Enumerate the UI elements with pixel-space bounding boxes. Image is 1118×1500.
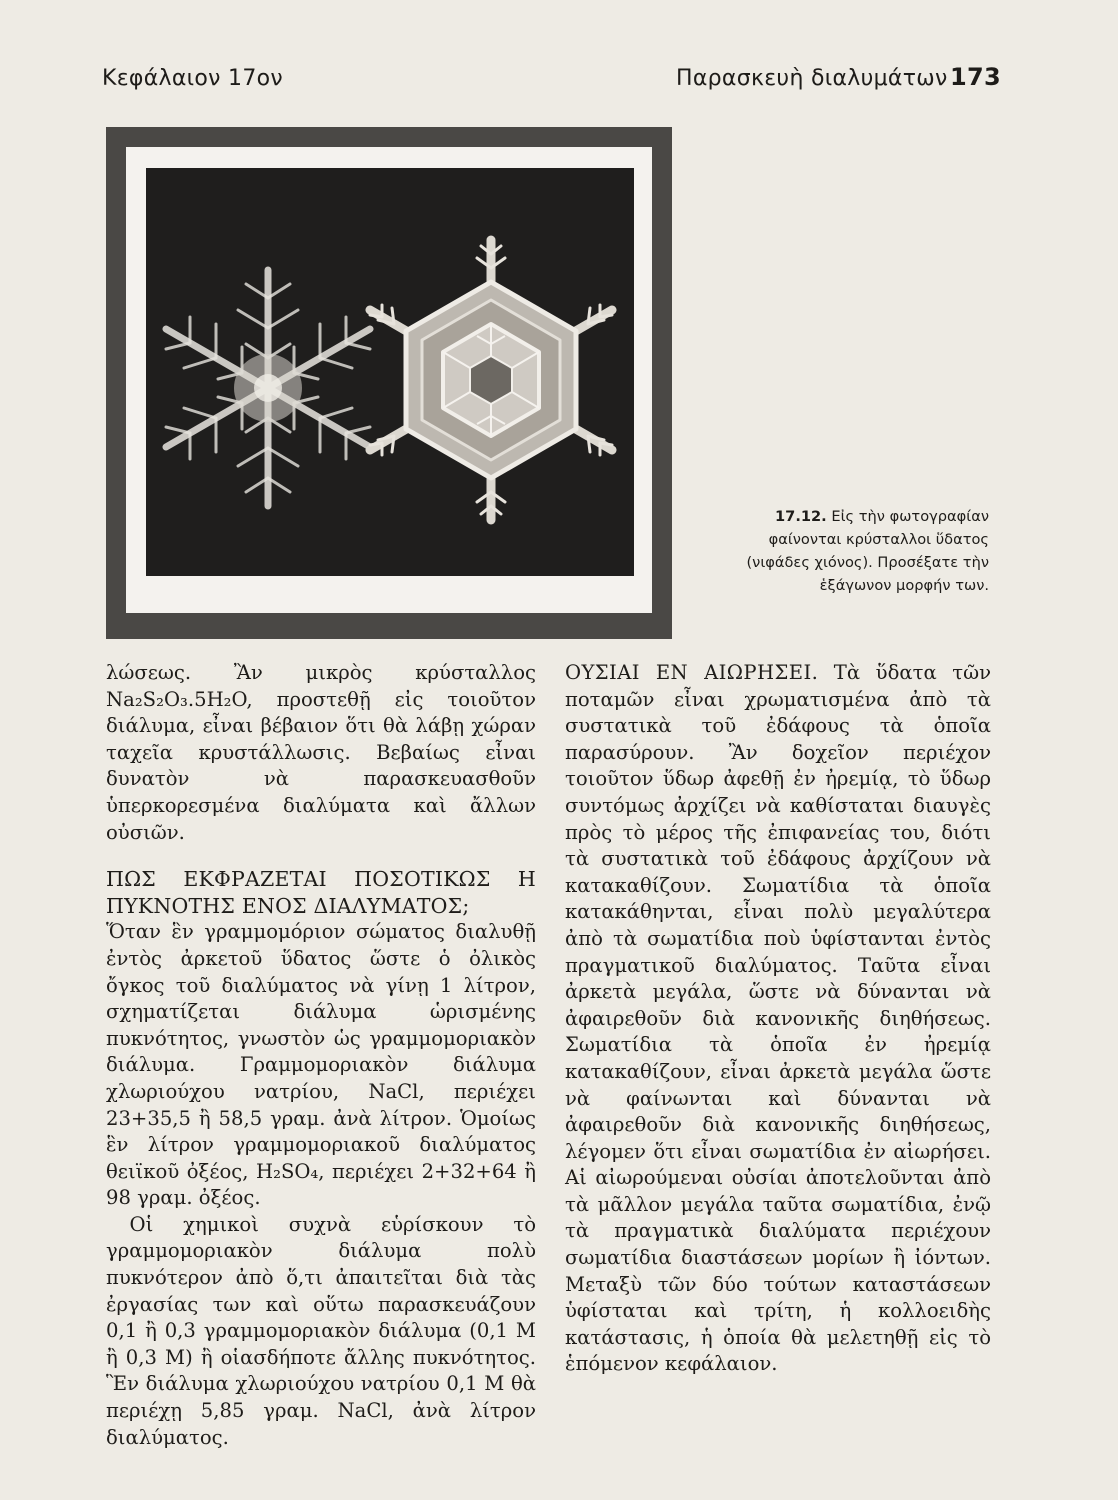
snowflake-photo bbox=[146, 168, 634, 576]
figure-label: 17.12. bbox=[775, 508, 827, 525]
left-paragraph-2: Ὅταν ἓν γραμμομόριον σώματος διαλυθῇ ἐντὸς ἀρκετοῦ ὕδατος ὥστε ὁ ὀλικὸς ὄγκος τοῦ διαλύματος νὰ γίνῃ 1 λίτρον, σχηματίζεται διάλυμα ὡρισμένης πυκνότητος, γνωστὸν ὡς γραμμομοριακὸν διάλυμα. Γραμμομοριακὸν διάλυμα χλωριούχου νατρίου, NaCl, περιέχει 23+35,5 ἢ 58,5 γραμ. ἀνὰ λίτρον. Ὁμοίως ἓν λίτρον γραμμομοριακοῦ διαλύματος θειϊκοῦ ὀξέος, H₂SO₄, περιέχει 2+32+64 ἢ 98 γραμ. ὀξέος. bbox=[106, 920, 536, 1210]
left-paragraph-3: Οἱ χημικοὶ συχνὰ εὑρίσκουν τὸ γραμμομοριακὸν διάλυμα πολὺ πυκνότερον ἀπὸ ὅ,τι ἀπαιτεῖται διὰ τὰς ἐργασίας των καὶ οὕτω παρασκευάζουν 0,1 ἢ 0,3 γραμμομοριακὸν διάλυμα (0,1 M ἢ 0,3 M) ἢ οἱασδήποτε ἄλλης πυκνότητος. Ἓν διάλυμα χλωριούχου νατρίου 0,1 M θὰ περιέχῃ 5,85 γραμ. NaCl, ἀνὰ λίτρον διαλύματος. bbox=[106, 1212, 536, 1449]
section-heading bbox=[106, 866, 536, 919]
page-number: 173 bbox=[950, 63, 1001, 91]
left-column bbox=[106, 660, 536, 1451]
right-paragraph-1 bbox=[565, 660, 991, 1378]
figure-caption-text: Εἰς τὴν φωτογραφίαν φαίνονται κρύσταλλοι ὕδατος (νιφάδες χιόνος). Προσέξατε τὴν ἑξάγωνον μορφήν των. bbox=[746, 508, 989, 594]
section-header: Παρασκευὴ διαλυμάτων bbox=[676, 66, 948, 91]
right-paragraph-text: Τὰ ὕδατα τῶν ποταμῶν εἶναι χρωματισμένα ἀπὸ τὰ συστατικὰ τοῦ ἐδάφους τὰ ὁποῖα παρασύρουν. Ἂν δοχεῖον περιέχον τοιοῦτον ὕδωρ ἀφεθῇ ἐν ἠρεμίᾳ, τὸ ὕδωρ συντόμως ἀρχίζει νὰ καθίσταται διαυγὲς πρὸς τὸ μέρος τῆς ἐπιφανείας του, διότι τὰ συστατικὰ τοῦ ἐδάφους ἀρχίζουν νὰ κατακαθίζουν. Σωματίδια τὰ ὁποῖα κατακάθηνται, εἶναι πολὺ μεγαλύτερα ἀπὸ τὰ σωματίδια ποὺ ὑφίστανται ἐντὸς πραγματικοῦ διαλύματος. Ταῦτα εἶναι ἀρκετὰ μεγάλα, ὥστε νὰ δύνανται νὰ ἀφαιρεθοῦν διὰ κανονικῆς διηθήσεως. Σωματίδια τὰ ὁποῖα ἐν ἠρεμίᾳ κατακαθίζουν, εἶναι ἀρκετὰ μεγάλα ὥστε νὰ φαίνωνται καὶ δύνανται νὰ ἀφαιρεθοῦν διὰ κανονικῆς διηθήσεως, λέγομεν ὅτι εἶναι σωματίδια ἐν αἰωρήσει. Αἱ αἰωρούμεναι οὐσίαι ἀποτελοῦνται ἀπὸ τὰ μᾶλλον μεγάλα ταῦτα σωματίδια, ἐνῷ τὰ πραγματικὰ διαλύματα περιέχουν σωματίδια διαστάσεων μορίων ἢ ἰόντων. Μεταξὺ τῶν δύο τούτων καταστάσεων ὑφίσταται καὶ τρίτη, ἡ κολλοειδὴς κατάστασις, ἡ ὁποία θὰ μελετηθῇ εἰς τὸ ἑπόμενον κεφάλαιον. bbox=[565, 661, 991, 1376]
left-paragraph-1: λώσεως. Ἂν μικρὸς κρύσταλλος Na₂S₂O₃.5H₂O, προστεθῇ εἰς τοιοῦτον διάλυμα, εἶναι βέβαιον ὅτι θὰ λάβῃ χώραν ταχεῖα κρυστάλλωσις. Βεβαίως εἶναι δυνατὸν νὰ παρασκευασθοῦν ὑπερκορεσμένα διαλύματα καὶ ἄλλων οὐσιῶν. bbox=[106, 661, 536, 844]
chapter-header: Κεφάλαιον 17ον bbox=[102, 66, 283, 91]
figure-caption bbox=[705, 505, 989, 597]
right-heading: ΟΥΣΙΑΙ ΕΝ ΑΙΩΡΗΣΕΙ. bbox=[565, 661, 819, 684]
section-heading-text: ΠΩΣ ΕΚΦΡΑΖΕΤΑΙ ΠΟΣΟΤΙΚΩΣ Η ΠΥΚΝΟΤΗΣ ΕΝΟΣ ΔΙΑΛΥΜΑΤΟΣ; bbox=[106, 867, 536, 918]
right-column bbox=[565, 660, 991, 1378]
